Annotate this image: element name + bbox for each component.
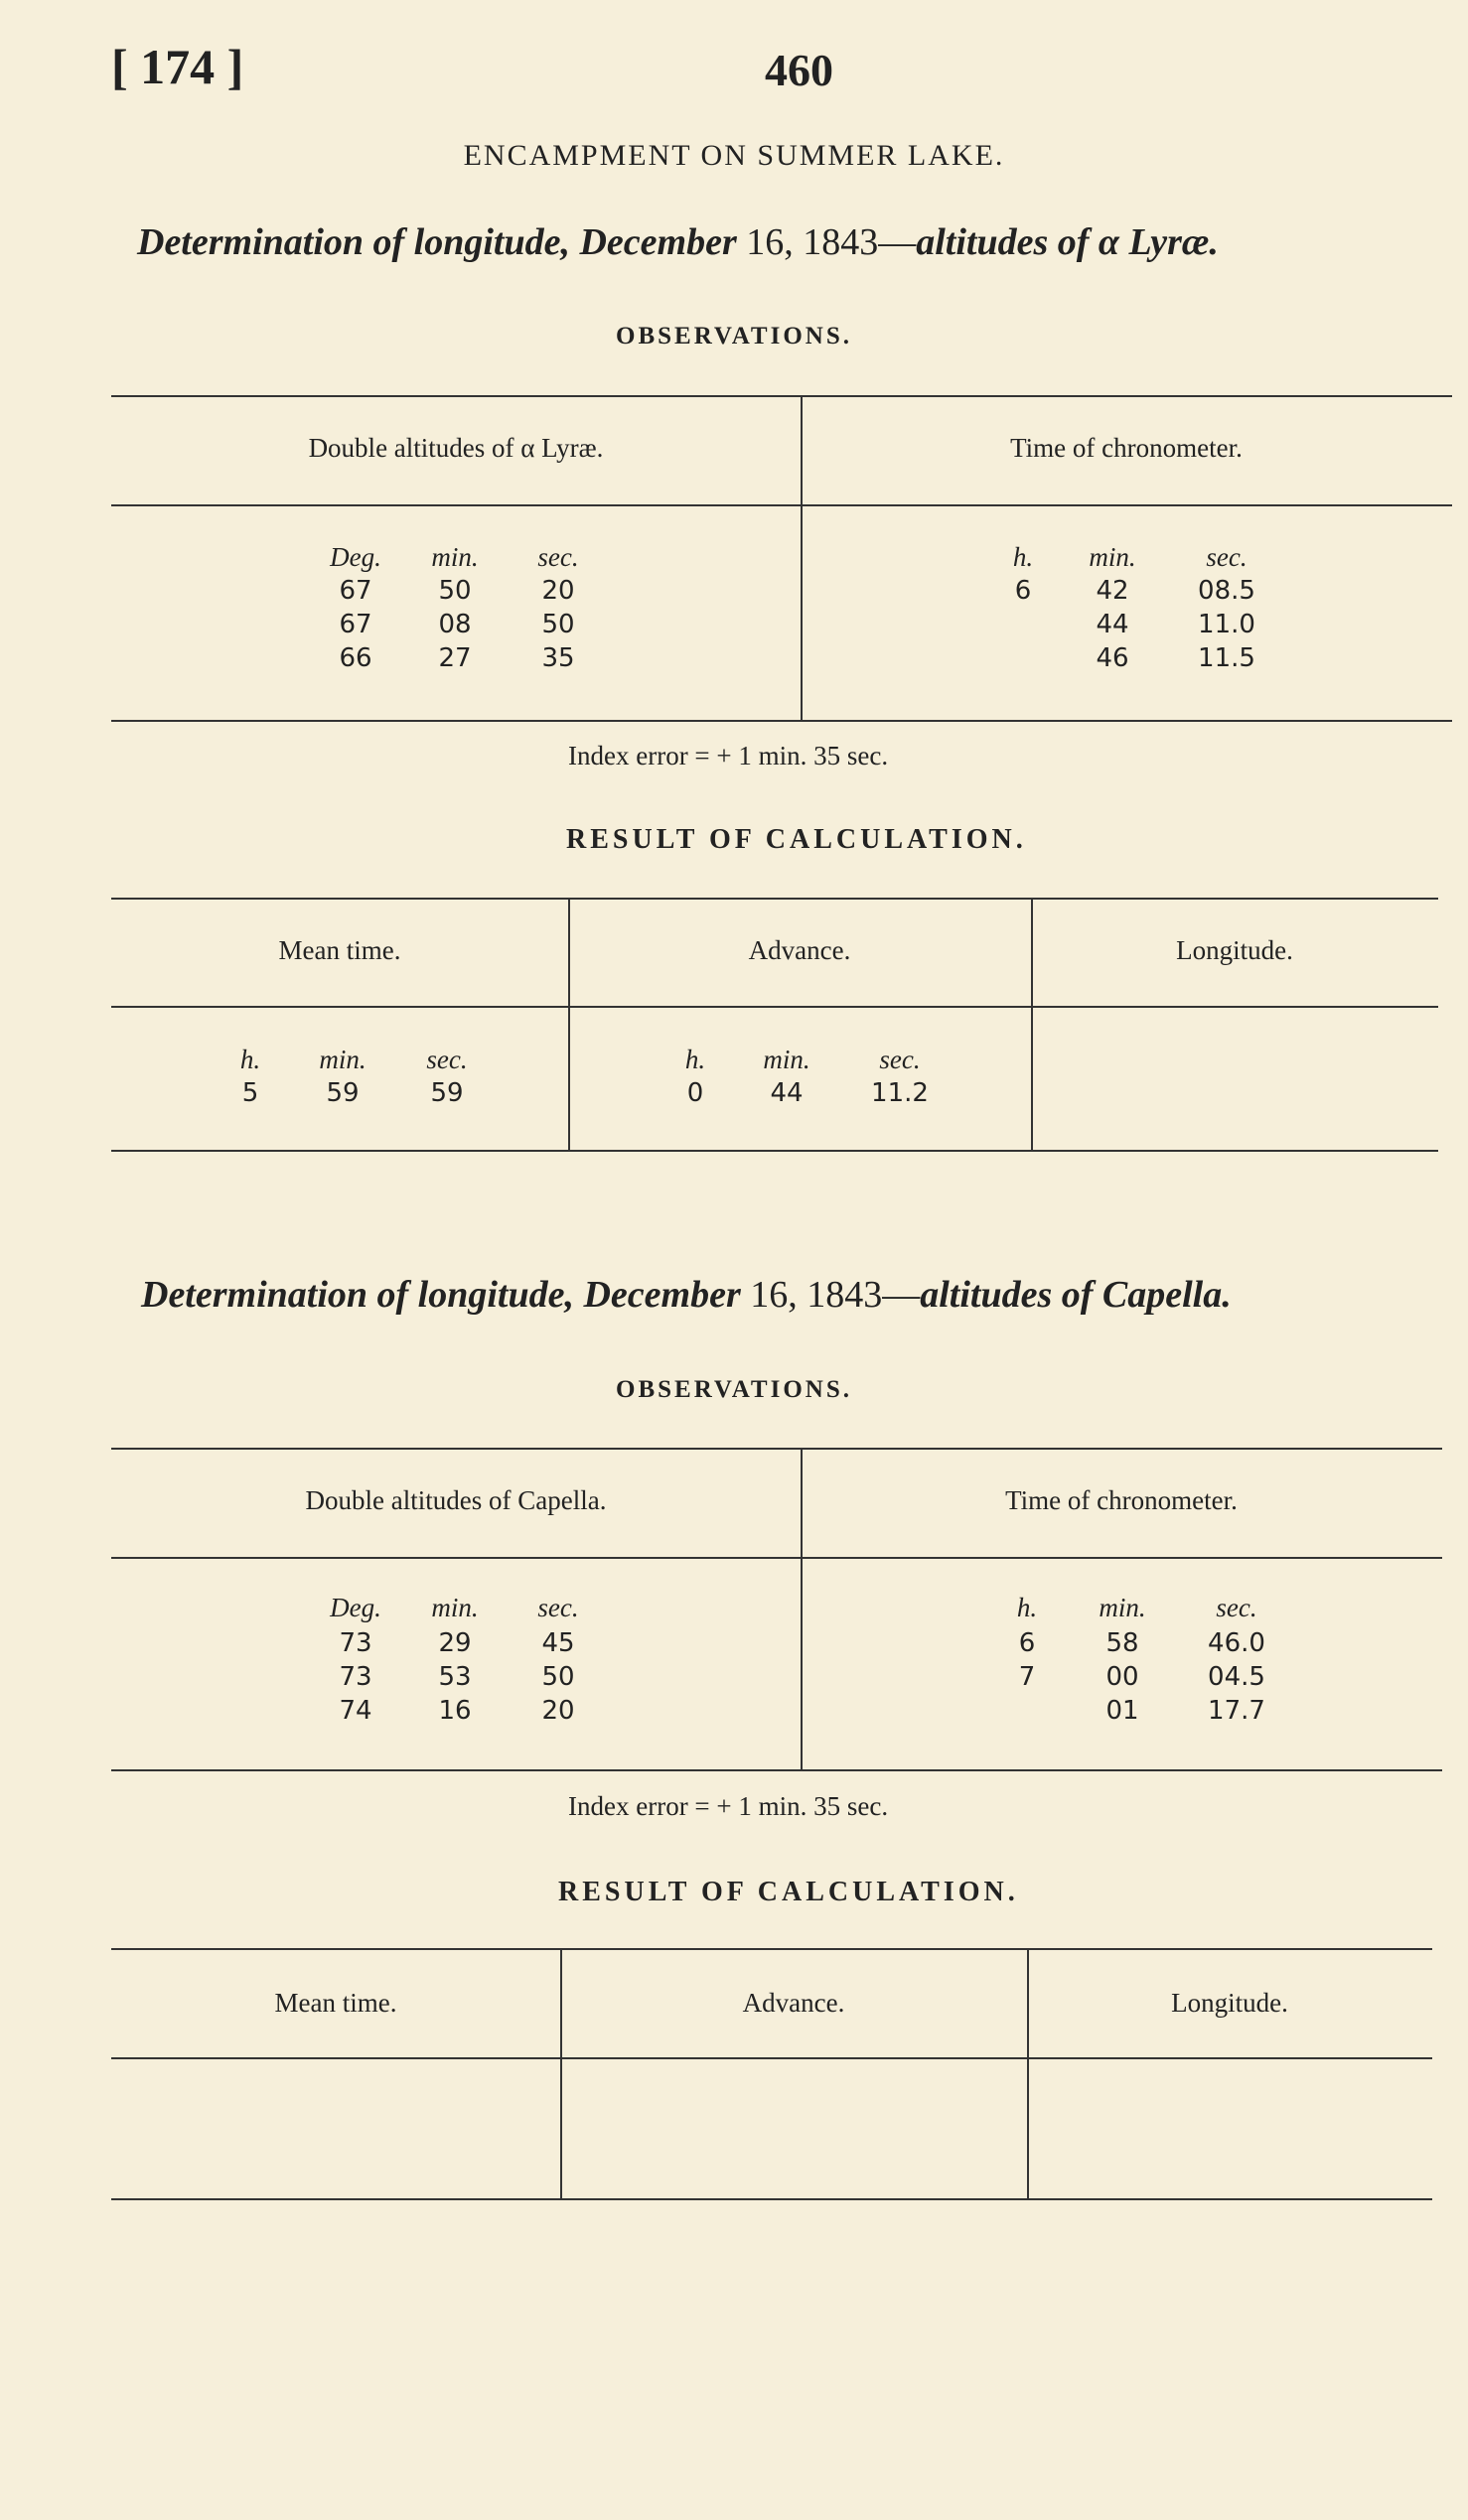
s1-adv-unit-min: min. <box>763 1045 810 1074</box>
section1-observations-label: OBSERVATIONS. <box>616 323 852 350</box>
s1-mean-unit-sec: sec. <box>426 1045 468 1074</box>
s1-adv-h: 0 <box>686 1078 704 1108</box>
s1-alt-r2-sec: 50 <box>541 610 575 639</box>
s1-alt-unit-deg: Deg. <box>330 542 381 572</box>
s2-time-r1-sec: 46.0 <box>1208 1628 1265 1658</box>
s1-index-error: Index error = + 1 min. 35 sec. <box>568 741 889 770</box>
s2-time-unit-min: min. <box>1099 1593 1146 1622</box>
section2-title: Determination of longitude, December 16, 1843—altitudes of Capella. <box>141 1274 1232 1316</box>
s1-time-r3-sec: 11.5 <box>1198 643 1255 673</box>
s2-index-error: Index error = + 1 min. 35 sec. <box>568 1791 889 1821</box>
s2-result-header-advance: Advance. <box>742 1988 845 2018</box>
s2-time-r1-h: 6 <box>1018 1628 1036 1658</box>
s2-obs-header-time: Time of chronometer. <box>1005 1485 1238 1515</box>
s1-alt-r1-min: 50 <box>438 576 472 606</box>
s1-time-r3-min: 46 <box>1096 643 1129 673</box>
s2-alt-r2-min: 53 <box>438 1662 472 1692</box>
s1-time-r2-sec: 11.0 <box>1198 610 1255 639</box>
section2-observations-label: OBSERVATIONS. <box>616 1376 852 1403</box>
s1-time-unit-sec: sec. <box>1206 542 1248 572</box>
s2-result-header-mean: Mean time. <box>274 1988 397 2018</box>
s1-alt-r2-deg: 67 <box>339 610 372 639</box>
s2-alt-r3-deg: 74 <box>339 1696 372 1726</box>
s2-alt-unit-sec: sec. <box>537 1593 579 1622</box>
s2-alt-unit-deg: Deg. <box>330 1593 381 1622</box>
s1-time-unit-h: h. <box>1012 542 1034 572</box>
s1-obs-header-altitudes: Double altitudes of α Lyræ. <box>308 433 604 463</box>
s1-alt-r2-min: 08 <box>438 610 472 639</box>
s1-time-unit-min: min. <box>1089 542 1136 572</box>
s2-time-r2-sec: 04.5 <box>1208 1662 1265 1692</box>
s2-alt-r1-sec: 45 <box>541 1628 575 1658</box>
s1-alt-r3-sec: 35 <box>541 643 575 673</box>
s2-alt-r1-min: 29 <box>438 1628 472 1658</box>
s1-time-r1-h: 6 <box>1014 576 1032 606</box>
bracket-page-number: [ 174 ] <box>111 39 244 94</box>
s2-time-unit-sec: sec. <box>1216 1593 1257 1622</box>
s1-alt-r3-deg: 66 <box>339 643 372 673</box>
s1-time-r2-min: 44 <box>1096 610 1129 639</box>
s1-result-header-mean: Mean time. <box>278 935 401 965</box>
s1-result-label: RESULT OF CALCULATION. <box>566 824 1027 855</box>
section1-title: Determination of longitude, December 16, 1843—altitudes of α Lyræ. <box>137 221 1219 263</box>
s1-time-r1-min: 42 <box>1096 576 1129 606</box>
s1-adv-sec: 11.2 <box>871 1078 929 1108</box>
s2-result-label: RESULT OF CALCULATION. <box>558 1877 1019 1907</box>
s2-time-unit-h: h. <box>1016 1593 1038 1622</box>
s1-adv-unit-sec: sec. <box>879 1045 921 1074</box>
page-number: 460 <box>765 45 833 95</box>
s1-mean-min: 59 <box>326 1078 360 1108</box>
s2-alt-r2-deg: 73 <box>339 1662 372 1692</box>
s2-alt-r3-sec: 20 <box>541 1696 575 1726</box>
s2-time-r2-h: 7 <box>1018 1662 1036 1692</box>
s1-result-header-advance: Advance. <box>748 935 851 965</box>
s1-adv-min: 44 <box>770 1078 804 1108</box>
s2-alt-r1-deg: 73 <box>339 1628 372 1658</box>
s1-alt-r3-min: 27 <box>438 643 472 673</box>
s2-alt-r3-min: 16 <box>438 1696 472 1726</box>
s1-alt-unit-sec: sec. <box>537 542 579 572</box>
s1-alt-r1-deg: 67 <box>339 576 372 606</box>
s1-time-r1-sec: 08.5 <box>1198 576 1255 606</box>
s2-obs-header-altitudes: Double altitudes of Capella. <box>305 1485 607 1515</box>
s1-alt-unit-min: min. <box>431 542 479 572</box>
s1-mean-h: 5 <box>241 1078 259 1108</box>
s2-result-header-longitude: Longitude. <box>1171 1988 1288 2018</box>
s2-time-r3-sec: 17.7 <box>1208 1696 1265 1726</box>
s2-alt-unit-min: min. <box>431 1593 479 1622</box>
s1-adv-unit-h: h. <box>684 1045 706 1074</box>
s1-alt-r1-sec: 20 <box>541 576 575 606</box>
s1-obs-header-time: Time of chronometer. <box>1010 433 1243 463</box>
s2-time-r3-min: 01 <box>1105 1696 1139 1726</box>
s2-time-r2-min: 00 <box>1105 1662 1139 1692</box>
running-head: ENCAMPMENT ON SUMMER LAKE. <box>463 139 1005 172</box>
s2-time-r1-min: 58 <box>1105 1628 1139 1658</box>
s1-result-header-longitude: Longitude. <box>1176 935 1293 965</box>
s1-mean-unit-min: min. <box>319 1045 367 1074</box>
s2-alt-r2-sec: 50 <box>541 1662 575 1692</box>
s1-mean-sec: 59 <box>430 1078 464 1108</box>
s1-mean-unit-h: h. <box>239 1045 261 1074</box>
